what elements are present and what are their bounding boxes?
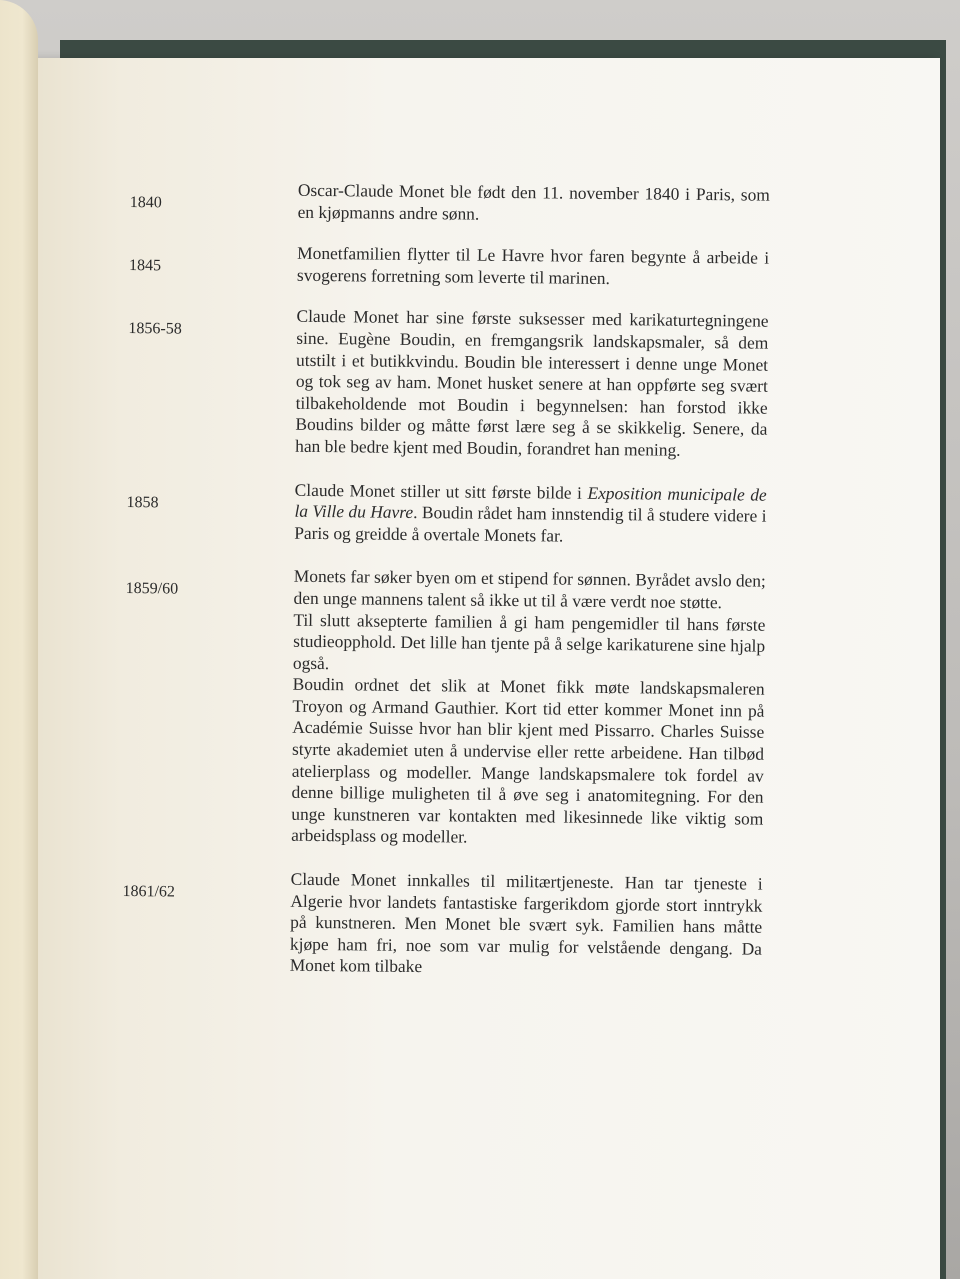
chronology bbox=[122, 178, 770, 982]
entry-year: 1859/60 bbox=[125, 580, 179, 598]
timeline-entry-1858 bbox=[126, 478, 767, 549]
entry-year: 1840 bbox=[129, 193, 162, 212]
entry-year: 1861/62 bbox=[122, 882, 176, 901]
left-page-edge bbox=[0, 0, 38, 1279]
entry-text-after: . Boudin rådet ham innstendig til å studere videre i Paris og greidde å overtale Monets far. bbox=[294, 502, 767, 546]
entry-text bbox=[295, 306, 769, 462]
timeline-entry-1840 bbox=[130, 178, 770, 228]
entry-paragraph: Til slutt aksepterte familien å gi ham pengemidler til hans første studieopphold. Det lille han tjente på å selge karikaturene sine hjalp også. bbox=[292, 609, 766, 673]
entry-paragraph: Monetfamilien flytter til Le Havre hvor faren begynte å arbeide i svogerens forretning som leverte til marinen. bbox=[296, 242, 770, 288]
timeline-entry-1845 bbox=[129, 241, 769, 291]
entry-paragraph: Monets far søker byen om et stipend for sønnen. Byrådet avslo den; den unge mannens talent så ikke ut til å være verdt noe støtte. bbox=[293, 566, 766, 613]
entry-text bbox=[290, 869, 763, 982]
entry-text bbox=[298, 180, 770, 228]
entry-paragraph: Claude Monet innkalles til militærtjeneste. Han tar tjeneste i Algerie hvor landets fantastiske fargerikdom gjorde stort inntrykk på kunstneren. Men Monet ble svært syk. Familien hans måtte kjøpe ham fri, noe som var mulig for velstående dengang. Da Monet kom tilbake bbox=[289, 868, 763, 977]
entry-paragraph: Oscar-Claude Monet ble født den 11. november 1840 i Paris, som en kjøpmanns andre sønn. bbox=[297, 179, 770, 224]
entry-text bbox=[297, 243, 769, 291]
entry-text bbox=[291, 566, 766, 852]
entry-paragraph: Boudin ordnet det slik at Monet fikk møte landskapsmaleren Troyon og Armand Gauthier. Kort tid etter kommer Monet inn på Académie Suisse hvor han blir kjent med Pissarro. Charles Suisse styrte akademiet uten å undervise eller rette arbeidene. Han tilbød atelierplass og modeller. Mange landskapsmalere tok fordel av denne billige muligheten til å øve seg i anatomitegning. For den unge kunstneren var kontakten med likesinnede like viktig som arbeidsplass og modeller. bbox=[291, 674, 765, 848]
entry-text bbox=[294, 479, 767, 549]
entry-year: 1858 bbox=[126, 493, 159, 511]
entry-paragraph bbox=[294, 479, 767, 549]
entry-year: 1856-58 bbox=[128, 320, 182, 338]
entry-text-before: Claude Monet stiller ut sitt første bilde i bbox=[294, 479, 588, 503]
exhibition-title: Exposition municipale de la Ville du Havre bbox=[294, 482, 767, 523]
timeline-entry-1861-62 bbox=[122, 867, 763, 982]
entry-year: 1845 bbox=[128, 257, 162, 275]
entry-paragraph: Claude Monet har sine første suksesser med karikaturtegningene sine. Eugène Boudin, en fremgangsrik landskapsmaler, så dem utstilt i et butikkvindu. Boudin ble interessert i denne unge Monet og tok seg av ham. Monet husket senere at han oppførte seg svært tilbakeholdende mot Boudin i begynnelsen: han forstod ikke Boudins bilder og måtte først lære seg å se skikkelig. Senere, da han ble bedre kjent med Boudin, forandret han mening. bbox=[295, 306, 769, 460]
timeline-entry-1859-60 bbox=[123, 564, 766, 851]
timeline-entry-1856-58 bbox=[127, 304, 769, 462]
